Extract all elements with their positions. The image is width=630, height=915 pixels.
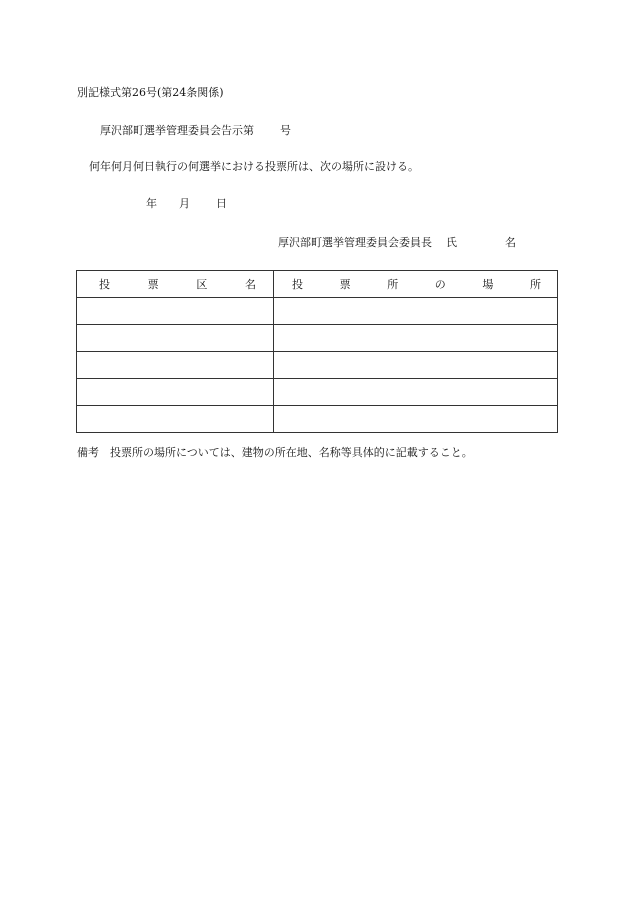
header-polling-place-location — [274, 271, 558, 298]
location-cell[interactable] — [274, 406, 558, 433]
date-line — [146, 197, 227, 211]
table-row — [77, 352, 558, 379]
notice-prefix: 厚沢部町選挙管理委員会告示第 — [100, 124, 254, 137]
location-cell[interactable] — [274, 298, 558, 325]
notice-suffix: 号 — [280, 124, 291, 137]
table-row — [77, 325, 558, 352]
signature-line — [278, 236, 516, 250]
header-b-char: 票 — [339, 278, 351, 291]
signer-name-label-2: 名 — [505, 236, 516, 249]
district-name-cell[interactable] — [77, 406, 274, 433]
header-a-char: 名 — [244, 278, 256, 291]
header-b-char: の — [434, 278, 446, 291]
notice-number-line — [100, 124, 291, 138]
district-name-cell[interactable] — [77, 352, 274, 379]
signer-name-label-1: 氏 — [446, 236, 457, 249]
header-a-char: 区 — [196, 278, 208, 291]
location-cell[interactable] — [274, 352, 558, 379]
header-a-char: 投 — [99, 278, 110, 291]
district-name-cell[interactable] — [77, 379, 274, 406]
header-b-char: 投 — [292, 278, 303, 291]
header-b-char: 場 — [482, 278, 494, 291]
header-b-char: 所 — [529, 278, 541, 291]
header-b-char: 所 — [387, 278, 399, 291]
header-a-char: 票 — [147, 278, 159, 291]
location-cell[interactable] — [274, 379, 558, 406]
polling-place-table — [76, 270, 558, 433]
form-identifier: 別記様式第26号(第24条関係) — [77, 86, 224, 99]
date-month: 月 — [179, 197, 190, 210]
date-year: 年 — [146, 197, 157, 210]
header-polling-district-name — [77, 271, 274, 298]
district-name-cell[interactable] — [77, 298, 274, 325]
remarks-note: 備考 投票所の場所については、建物の所在地、名称等具体的に記載すること。 — [77, 446, 473, 459]
district-name-cell[interactable] — [77, 325, 274, 352]
signer-title: 厚沢部町選挙管理委員会委員長 — [278, 236, 432, 249]
table-row — [77, 406, 558, 433]
table-header-row — [77, 271, 558, 298]
notice-body-text: 何年何月何日執行の何選挙における投票所は、次の場所に設ける。 — [89, 160, 419, 173]
date-day: 日 — [216, 197, 227, 210]
location-cell[interactable] — [274, 325, 558, 352]
table-row — [77, 379, 558, 406]
table-row — [77, 298, 558, 325]
